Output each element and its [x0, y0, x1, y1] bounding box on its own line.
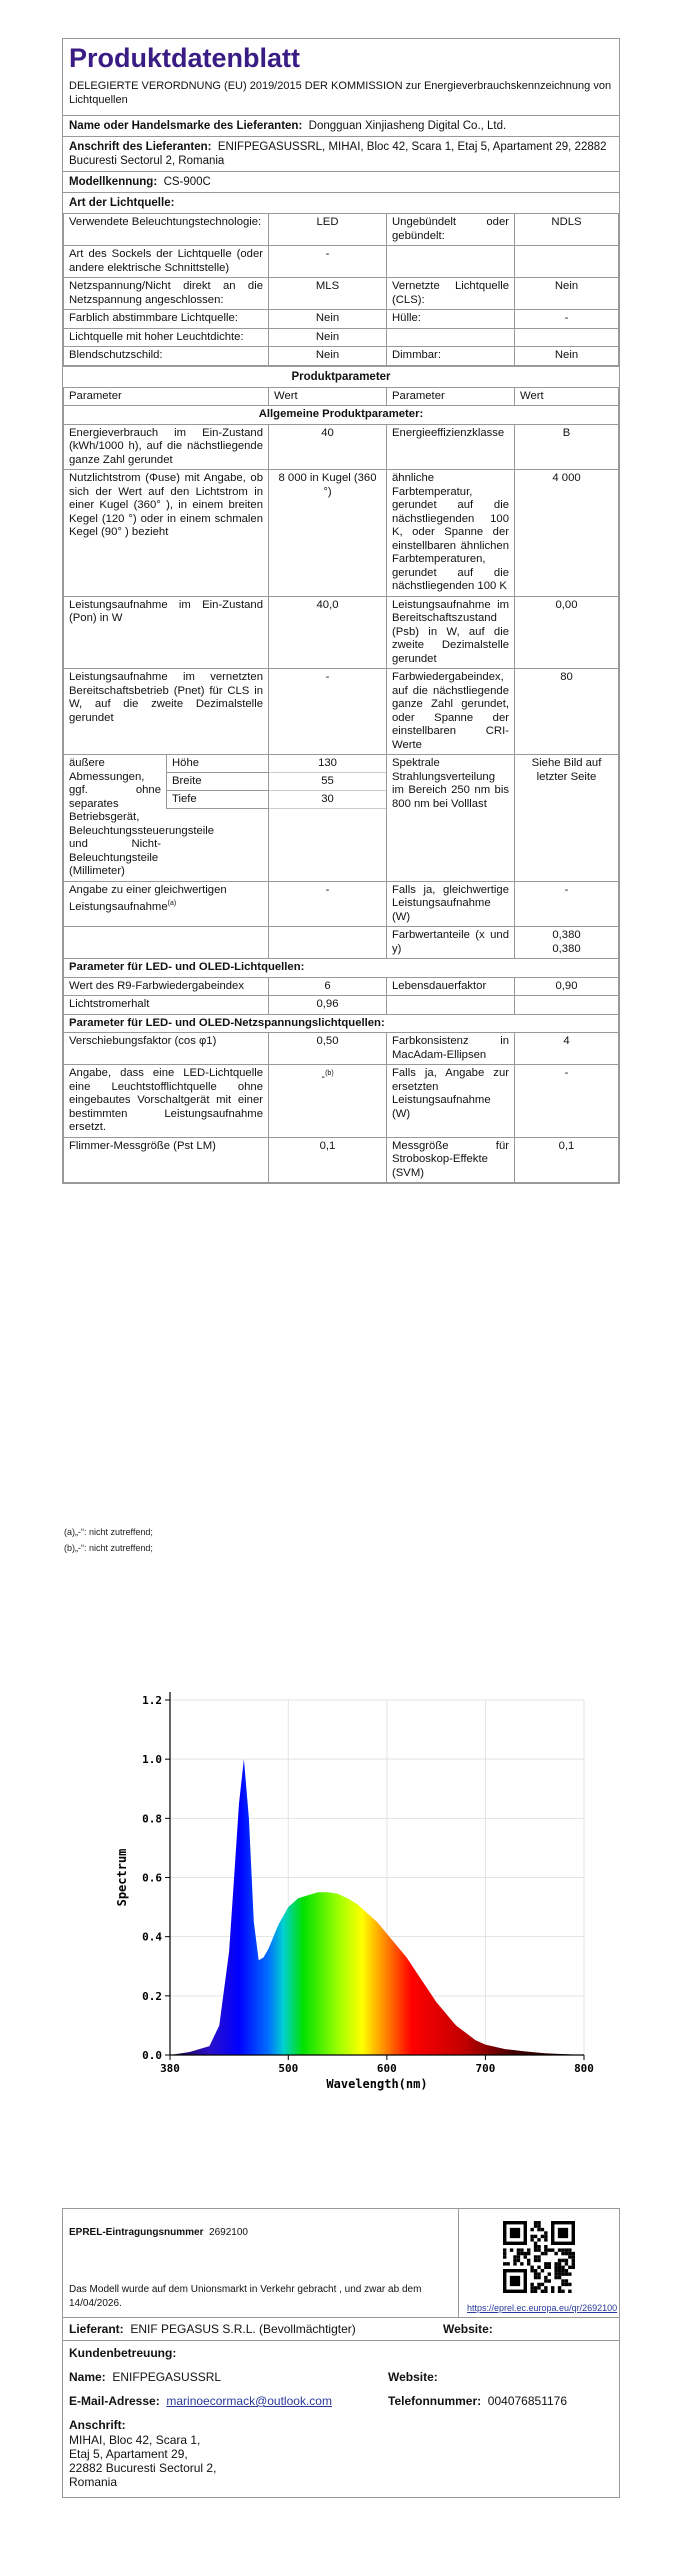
- param-label: Ungebündelt oder gebündelt:: [387, 214, 515, 246]
- y-tick-label: 0.8: [142, 1812, 162, 1826]
- param-value: Nein: [515, 347, 619, 366]
- param-label: Lichtquelle mit hoher Leuchtdichte:: [64, 328, 269, 347]
- general-title: Allgemeine Produktparameter:: [64, 406, 619, 425]
- y-tick-label: 0.6: [142, 1871, 162, 1885]
- param-label: Verschiebungsfaktor (cos φ1): [64, 1033, 269, 1065]
- param-value: MLS: [269, 278, 387, 310]
- param-value: 0,50: [269, 1033, 387, 1065]
- param-label: Falls ja, Angabe zur ersetzten Leistungsaufnahme (W): [387, 1065, 515, 1138]
- param-label: Farbwiedergabeindex, auf die nächstliegende ganze Zahl gerundet, oder Spanne der einstellbaren CRI-Werte: [387, 669, 515, 755]
- chromaticity-y: 0,380: [552, 942, 581, 955]
- type-row: [64, 278, 619, 310]
- col-parameter-2: Parameter: [387, 387, 515, 406]
- x-tick-label: 800: [574, 2062, 594, 2075]
- page-title: Produktdatenblatt: [69, 43, 301, 73]
- general-param-row: [64, 596, 619, 669]
- param-label: [387, 246, 515, 278]
- general-param-row: [64, 669, 619, 755]
- param-value: Nein: [269, 347, 387, 366]
- param-label: [387, 328, 515, 347]
- param-value: Nein: [269, 328, 387, 347]
- equivalent-watt-label: Falls ja, gleichwertige Leistungsaufnahme (W): [387, 881, 515, 927]
- params-table: [63, 387, 619, 1184]
- param-label: Energieverbrauch im Ein-Zustand (kWh/1000 h), auf die nächstliegende ganze Zahl gerundet: [64, 424, 269, 470]
- y-tick-label: 0.4: [142, 1930, 162, 1944]
- eprel-reg-label: EPREL-Eintragungsnummer: [69, 2227, 204, 2238]
- param-value: 0,1: [515, 1137, 619, 1183]
- y-axis-label: Spectrum: [115, 1848, 129, 1907]
- param-value: 0,00: [515, 596, 619, 669]
- chromaticity-row: [64, 927, 619, 959]
- dimension-name: Höhe: [166, 755, 268, 773]
- param-value: -: [515, 310, 619, 329]
- col-parameter-1: Parameter: [64, 387, 269, 406]
- param-value: NDLS: [515, 214, 619, 246]
- param-label: Flimmer-Messgröße (Pst LM): [64, 1137, 269, 1183]
- param-label: Art des Sockels der Lichtquelle (oder andere elektrische Schnittstelle): [64, 246, 269, 278]
- param-value: 40: [269, 424, 387, 470]
- mains-section-title: Parameter für LED- und OLED-Netzspannungslichtquellen:: [64, 1014, 619, 1033]
- type-table: [63, 213, 619, 366]
- param-label: Leistungsaufnahme im Bereitschaftszustand (Psb) in W, auf die zweite Dezimalstelle gerundet: [387, 596, 515, 669]
- model-row: [63, 171, 619, 192]
- mains-param-row: [64, 1137, 619, 1183]
- param-label: Lichtstromerhalt: [64, 996, 269, 1015]
- type-row: [64, 328, 619, 347]
- param-value: Nein: [515, 278, 619, 310]
- y-tick-label: 0.0: [142, 2049, 162, 2062]
- eprel-address-line: Etaj 5, Apartament 29,: [69, 2447, 188, 2461]
- eprel-url-link[interactable]: https://eprel.ec.europa.eu/qr/2692100: [467, 2303, 618, 2313]
- param-label: Wert des R9-Farbwiedergabeindex: [64, 977, 269, 996]
- supplier-label: Name oder Handelsmarke des Lieferanten:: [69, 120, 303, 132]
- chromaticity-label: Farbwertanteile (x und y): [387, 927, 515, 959]
- param-label: Leistungsaufnahme im Ein-Zustand (Pon) in W: [64, 596, 269, 669]
- param-label: Hülle:: [387, 310, 515, 329]
- type-row: [64, 310, 619, 329]
- col-wert-2: Wert: [515, 387, 619, 406]
- eprel-website-label-2: Website:: [388, 2370, 438, 2384]
- param-value: [515, 996, 619, 1015]
- param-value: 4: [515, 1033, 619, 1065]
- equivalent-watt-value: -: [515, 881, 619, 927]
- param-value: -: [515, 1065, 619, 1138]
- eprel-name-label: Name:: [69, 2370, 106, 2384]
- eprel-section: [62, 2208, 620, 2498]
- equivalent-footnote-ref: (a): [167, 900, 177, 907]
- supplier-row: [63, 115, 619, 136]
- param-value: Nein: [269, 310, 387, 329]
- param-value: 80: [515, 669, 619, 755]
- param-value: -: [269, 246, 387, 278]
- eprel-email-link[interactable]: marinoecormack@outlook.com: [166, 2394, 332, 2408]
- address-value: ENIFPEGASUSSRL, MIHAI, Bloc 42, Scara 1, Etaj 5, Apartament 29, 22882 Bucuresti Sectorul 2, Romania: [69, 141, 607, 167]
- type-row: [64, 246, 619, 278]
- eprel-market-text: Das Modell wurde auf dem Unionsmarkt in Verkehr gebracht , und zwar ab dem 14/04/2026.: [69, 2284, 422, 2309]
- type-row: [64, 347, 619, 366]
- param-value: [269, 1065, 387, 1138]
- param-value-text: -: [321, 1070, 326, 1083]
- param-value: [515, 328, 619, 347]
- customer-service-title: Kundenbetreuung:: [69, 2346, 177, 2360]
- param-label: Vernetzte Lichtquelle (CLS):: [387, 278, 515, 310]
- param-label: Leistungsaufnahme im vernetzten Bereitschaftsbetrieb (Pnet) für CLS in W, auf die zweite Dezimalstelle gerundet: [64, 669, 269, 755]
- general-param-row: [64, 470, 619, 597]
- eprel-address-label: Anschrift:: [69, 2418, 126, 2432]
- param-value: 0,90: [515, 977, 619, 996]
- param-label: ähnliche Farbtemperatur, gerundet auf die nächstliegenden 100 K, oder Spanne der einstellbaren ähnlichen Farbtemperaturen, gerundet auf die nächstliegenden 100 K: [387, 470, 515, 597]
- eprel-email-label: E-Mail-Adresse:: [69, 2394, 160, 2408]
- footnote-b: (b)„-“: nicht zutreffend;: [64, 1543, 153, 1553]
- param-label: Blendschutzschild:: [64, 347, 269, 366]
- column-header-row: [64, 387, 619, 406]
- x-tick-label: 500: [278, 2062, 299, 2075]
- footnote-ref: (b): [325, 1070, 334, 1077]
- param-label: Nutzlichtstrom (Φuse) mit Angabe, ob sich der Wert auf den Lichtstrom in einer Kugel (360° ), in einem breiten Kegel (120 °) oder in einem schmalen Kegel (90° ) bezieht: [64, 470, 269, 597]
- equivalent-label: Angabe zu einer gleichwertigen Leistungsaufnahme: [69, 883, 227, 913]
- spectrum-chart-svg: [62, 1600, 618, 2160]
- led-param-row: [64, 977, 619, 996]
- param-label: Energieeffizienzklasse: [387, 424, 515, 470]
- dimensions-label: äußere Abmessungen, ggf. ohne separates Betriebsgerät, Beleuchtungssteuerungsteile und Nicht-Beleuchtungsteile (Millimeter): [69, 757, 215, 877]
- param-label: Netzspannung/Nicht direkt an die Netzspannung angeschlossen:: [64, 278, 269, 310]
- param-label: Messgröße für Stroboskop-Effekte (SVM): [387, 1137, 515, 1183]
- eprel-supplier-value: ENIF PEGASUS S.R.L. (Bevollmächtigter): [130, 2322, 356, 2336]
- dimension-value: 55: [269, 773, 386, 791]
- param-value: B: [515, 424, 619, 470]
- param-label: Angabe, dass eine LED-Lichtquelle eine Leuchtstofflichtquelle ohne eingebautes Vorschaltgerät mit einer bestimmten Leistungsaufnahme ersetzt.: [64, 1065, 269, 1138]
- eprel-reg-value: 2692100: [209, 2227, 248, 2238]
- param-value: 4 000: [515, 470, 619, 597]
- dimensions-values: [269, 755, 387, 882]
- supplier-value: Dongguan Xinjiasheng Digital Co., Ltd.: [308, 120, 507, 132]
- led-param-row: [64, 996, 619, 1015]
- param-value: 0,96: [269, 996, 387, 1015]
- model-value: CS-900C: [163, 176, 211, 188]
- param-value: 8 000 in Kugel (360 °): [269, 470, 387, 597]
- address-row: [63, 136, 619, 171]
- dimension-name: Breite: [166, 773, 268, 791]
- equivalent-value: -: [269, 881, 387, 927]
- y-tick-label: 1.2: [142, 1694, 162, 1707]
- dimensions-row: [64, 755, 619, 882]
- dimensions-list: [166, 755, 268, 881]
- x-tick-label: 600: [376, 2062, 397, 2075]
- eprel-phone-value: 004076851176: [487, 2394, 567, 2408]
- param-label: Farbkonsistenz in MacAdam-Ellipsen: [387, 1033, 515, 1065]
- eprel-supplier-label: Lieferant:: [69, 2322, 124, 2336]
- param-label: Verwendete Beleuchtungstechnologie:: [64, 214, 269, 246]
- param-value: 6: [269, 977, 387, 996]
- eprel-address-line: 22882 Bucuresti Sectorul 2,: [69, 2461, 217, 2475]
- equivalent-power-row: [64, 881, 619, 927]
- dimension-value: 30: [269, 791, 386, 809]
- params-title: Produktparameter: [63, 366, 619, 387]
- y-tick-label: 1.0: [142, 1753, 162, 1767]
- type-section-title: Art der Lichtquelle:: [63, 192, 619, 213]
- param-value: LED: [269, 214, 387, 246]
- dimension-name: Tiefe: [166, 791, 268, 809]
- spectrum-area: [170, 1759, 584, 2055]
- spectral-label: Spektrale Strahlungsverteilung im Bereich 250 nm bis 800 nm bei Volllast: [387, 755, 515, 882]
- y-tick-label: 0.2: [142, 1989, 162, 2003]
- x-tick-label: 700: [475, 2062, 496, 2075]
- footnotes: [64, 1524, 153, 1556]
- x-axis-label: Wavelength(nm): [326, 2077, 428, 2091]
- col-wert-1: Wert: [269, 387, 387, 406]
- param-value: -: [269, 669, 387, 755]
- general-param-row: [64, 424, 619, 470]
- regulation-subtitle: DELEGIERTE VERORDNUNG (EU) 2019/2015 DER KOMMISSION zur Energieverbrauchskennzeichnung von Lichtquellen: [69, 80, 612, 106]
- mains-param-row: [64, 1065, 619, 1138]
- param-label: Lebensdauerfaktor: [387, 977, 515, 996]
- footnote-a: (a)„-“: nicht zutreffend;: [64, 1527, 153, 1537]
- eprel-address-line: MIHAI, Bloc 42, Scara 1,: [69, 2433, 201, 2447]
- eprel-name-value: ENIFPEGASUSSRL: [112, 2370, 222, 2384]
- product-data-sheet: [62, 38, 620, 1184]
- param-value: 0,1: [269, 1137, 387, 1183]
- address-label: Anschrift des Lieferanten:: [69, 141, 212, 153]
- param-label: [387, 996, 515, 1015]
- spectrum-chart: [62, 1600, 618, 2160]
- param-value: 40,0: [269, 596, 387, 669]
- eprel-address-line: Romania: [69, 2475, 118, 2489]
- type-row: [64, 214, 619, 246]
- qr-code-icon[interactable]: [503, 2221, 575, 2293]
- spectral-value: Siehe Bild auf letzter Seite: [515, 755, 619, 882]
- eprel-phone-label: Telefonnummer:: [388, 2394, 482, 2408]
- x-tick-label: 380: [160, 2062, 180, 2075]
- param-value: [515, 246, 619, 278]
- dimension-value: 130: [269, 755, 386, 773]
- param-label: Dimmbar:: [387, 347, 515, 366]
- led-section-title: Parameter für LED- und OLED-Lichtquellen:: [64, 959, 619, 978]
- chromaticity-x: 0,380: [552, 929, 581, 941]
- model-label: Modellkennung:: [69, 176, 158, 188]
- eprel-website-label: Website:: [443, 2322, 493, 2336]
- param-label: Farblich abstimmbare Lichtquelle:: [64, 310, 269, 329]
- mains-param-row: [64, 1033, 619, 1065]
